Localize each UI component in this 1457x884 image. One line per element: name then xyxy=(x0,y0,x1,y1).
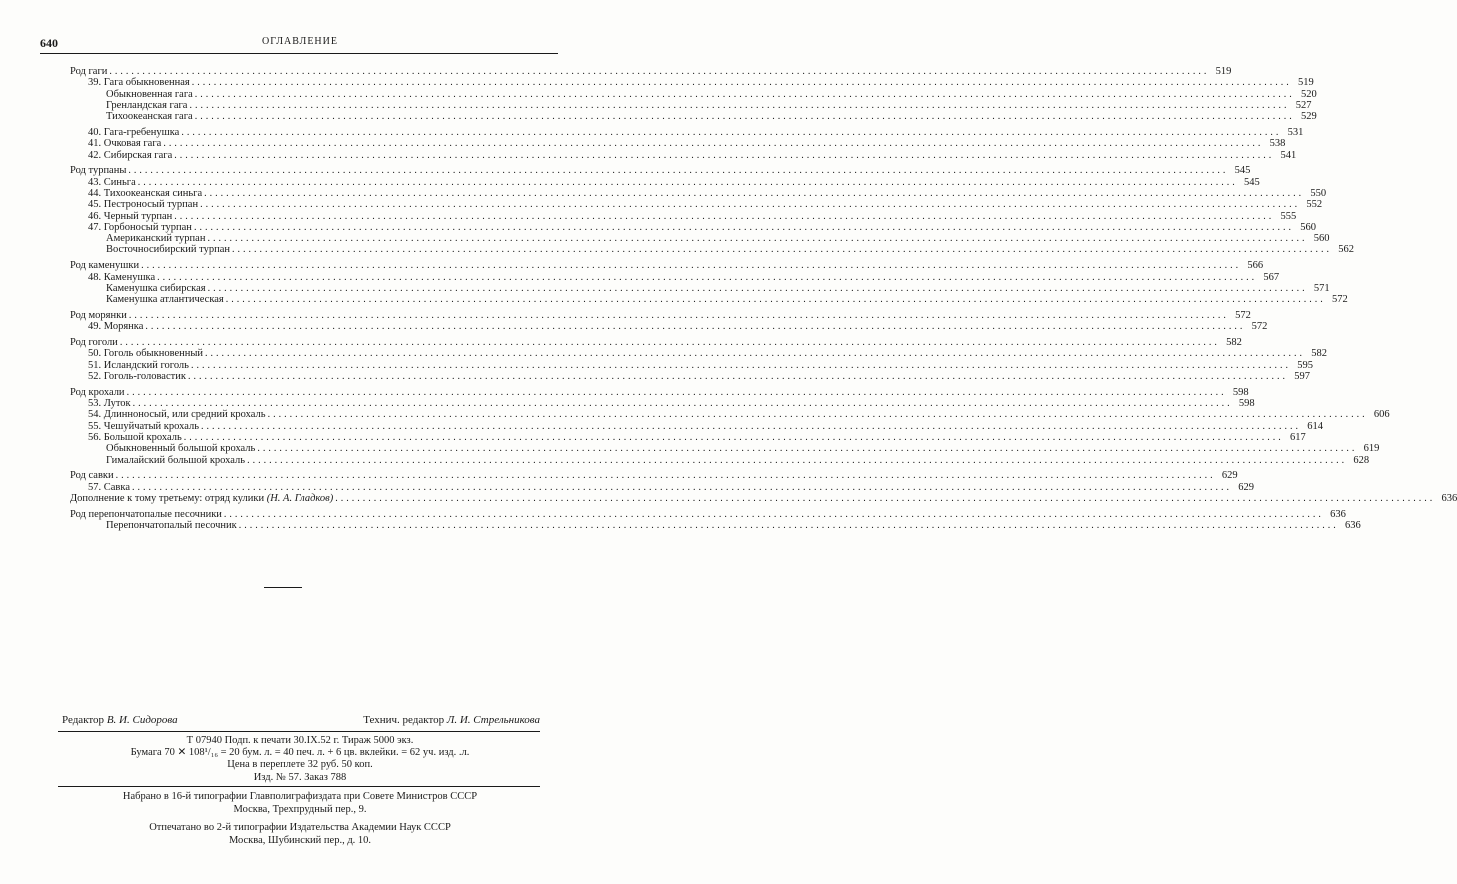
toc-entry-label xyxy=(106,443,255,454)
toc-leader-dots: ........................................................................................................................................................................................................ xyxy=(257,443,1358,455)
toc-leader-dots: ........................................................................................................................................................................................................ xyxy=(145,321,1246,333)
toc-entry-page: 566 xyxy=(1247,260,1264,272)
toc-entry-text: Восточносибирский турпан xyxy=(106,244,230,256)
toc-leader-dots: ........................................................................................................................................................................................................ xyxy=(207,233,1308,245)
imprint-rule-bottom xyxy=(58,786,540,787)
toc-leader-dots: ........................................................................................................................................................................................................ xyxy=(187,370,1288,382)
toc-entry-label xyxy=(106,283,206,294)
toc-entry-page: 538 xyxy=(1269,138,1286,150)
toc-entry-label xyxy=(70,165,126,176)
toc-entry-label xyxy=(70,337,118,348)
toc-leader-dots: ........................................................................................................................................................................................................ xyxy=(194,111,1295,123)
toc-entry-label xyxy=(70,387,125,398)
page-title: ОГЛАВЛЕНИЕ xyxy=(262,36,338,47)
toc-entry-page: 572 xyxy=(1332,294,1348,306)
toc-entry-page: 519 xyxy=(1297,77,1314,89)
toc-entry-text: Род крохали xyxy=(70,386,125,398)
toc-entry xyxy=(62,165,1251,177)
typesetter-line: Набрано в 16-й типографии Главполиграфиздата при Совете Министров СССР xyxy=(122,791,478,802)
toc-entry xyxy=(62,454,1370,466)
toc-entry-page: 636 xyxy=(1344,519,1361,531)
toc-entry-text: 45. Пестроносый турпан xyxy=(88,199,199,211)
toc-entry-text: 40. Гага-гребенушка xyxy=(88,126,180,138)
toc-entry-page: 636 xyxy=(1441,492,1457,504)
toc-leader-dots: ........................................................................................................................................................................................................ xyxy=(231,244,1332,256)
credits xyxy=(62,714,540,728)
toc-entry-text: Гималайский большой крохаль xyxy=(106,454,246,466)
toc-leader-dots: ........................................................................................................................................................................................................ xyxy=(109,66,1210,77)
toc-entry-text: 46. Черный турпан xyxy=(88,210,173,222)
toc-entry-label xyxy=(70,493,333,504)
toc-entry-page: 582 xyxy=(1226,337,1242,349)
toc-entry-label xyxy=(106,244,230,255)
imprint xyxy=(0,735,600,784)
toc-entry xyxy=(62,111,1317,123)
toc-leader-dots: ........................................................................................................................................................................................................ xyxy=(247,454,1348,466)
toc-entry-text: 41. Очковая гага xyxy=(88,138,162,150)
toc-entry xyxy=(62,199,1323,211)
toc-leader-dots: ........................................................................................................................................................................................................ xyxy=(189,99,1290,111)
toc-entry-page: 560 xyxy=(1313,233,1330,245)
toc-entry-label xyxy=(88,321,143,332)
toc-entry-text: Род гаги xyxy=(70,66,108,77)
toc-entry xyxy=(62,370,1310,382)
toc-leader-dots: ........................................................................................................................................................................................................ xyxy=(141,260,1242,272)
toc-entry-text: Род гоголи xyxy=(70,337,118,349)
toc-leader-dots: ........................................................................................................................................................................................................ xyxy=(119,337,1220,349)
toc-entry xyxy=(62,519,1361,531)
toc-leader-dots: ........................................................................................................................................................................................................ xyxy=(163,138,1264,150)
toc-entry xyxy=(62,294,1348,306)
toc-entry-page: 629 xyxy=(1238,481,1254,493)
toc-leader-dots: ........................................................................................................................................................................................................ xyxy=(335,492,1436,504)
toc-entry-page: 555 xyxy=(1280,210,1297,222)
toc-entry xyxy=(62,187,1327,199)
toc-entry-text: 49. Морянка xyxy=(88,321,144,333)
toc-entry xyxy=(62,149,1297,161)
toc-entry xyxy=(62,88,1317,100)
toc-entry-text: 51. Исландский гоголь xyxy=(88,359,189,371)
toc-leader-dots: ........................................................................................................................................................................................................ xyxy=(207,282,1308,294)
toc-entry-text: Род турпаны xyxy=(70,165,127,177)
toc-entry xyxy=(62,409,1390,421)
toc-leader-dots: ........................................................................................................................................................................................................ xyxy=(193,221,1294,233)
toc-entry-label xyxy=(88,199,198,210)
tech-editor-label: Технич. редактор xyxy=(363,714,445,726)
toc-entry-label xyxy=(88,432,182,443)
toc-leader-dots: ........................................................................................................................................................................................................ xyxy=(128,165,1229,177)
toc-entry-page: 598 xyxy=(1238,398,1255,410)
toc-entry-text: 52. Гоголь-головастик xyxy=(88,370,186,382)
toc-entry-page: 519 xyxy=(1215,66,1232,77)
toc-leader-dots: ........................................................................................................................................................................................................ xyxy=(126,386,1227,398)
toc-entry-label xyxy=(88,77,190,88)
toc-entry xyxy=(62,282,1330,294)
toc-entry xyxy=(62,348,1328,360)
toc-entry-text: Американский турпан xyxy=(106,233,206,245)
toc-leader-dots: ........................................................................................................................................................................................................ xyxy=(267,409,1368,421)
toc-entry xyxy=(62,386,1249,398)
toc-entry-label xyxy=(106,520,237,531)
toc-entry-label xyxy=(88,360,189,371)
toc-entry-text: 47. Горбоносый турпан xyxy=(88,221,192,233)
toc-leader-dots: ........................................................................................................................................................................................................ xyxy=(137,176,1238,188)
toc-entry-page: 562 xyxy=(1338,244,1354,256)
imprint-line: Изд. № 57. Заказ 788 xyxy=(253,771,347,783)
toc-leader-dots: ........................................................................................................................................................................................................ xyxy=(174,210,1275,222)
toc-entry-text: Род савки xyxy=(70,470,114,482)
toc-entry-text: Обыкновенная гага xyxy=(106,88,193,100)
toc-entry-page: 520 xyxy=(1301,88,1317,100)
toc-leader-dots: ........................................................................................................................................................................................................ xyxy=(191,77,1292,89)
toc-entry-text: Каменушка сибирская xyxy=(106,282,206,294)
imprint-line: Т 07940 Подп. к печати 30.IX.52 г. Тираж 5000 экз. xyxy=(186,735,414,746)
toc-entry xyxy=(62,420,1323,432)
toc-entry xyxy=(62,77,1314,89)
toc-leader-dots: ........................................................................................................................................................................................................ xyxy=(174,149,1275,161)
imprint-line: Бумага 70 ✕ 108¹/₁₆ = 20 бум. л. = 40 печ. л. + 6 цв. вклейки. = 62 уч. изд. .л. xyxy=(130,747,470,759)
toc-entry-page: 628 xyxy=(1353,454,1370,466)
toc-entry-text: Каменушка атлантическая xyxy=(106,294,224,306)
toc-entry xyxy=(62,126,1304,138)
toc-entry-label xyxy=(70,260,139,271)
toc-leader-dots: ........................................................................................................................................................................................................ xyxy=(128,309,1229,321)
toc-entry-label xyxy=(88,222,192,233)
toc-entry xyxy=(62,492,1457,504)
toc-entry-page: 527 xyxy=(1295,99,1312,111)
toc-entry-page: 582 xyxy=(1311,348,1328,360)
toc-entry-page: 572 xyxy=(1251,321,1268,333)
toc-entry-label xyxy=(88,138,161,149)
table-of-contents xyxy=(62,66,1457,531)
toc-entry-page: 552 xyxy=(1306,199,1323,211)
toc-entry-page: 614 xyxy=(1307,420,1323,432)
toc-leader-dots: ........................................................................................................................................................................................................ xyxy=(183,431,1284,443)
toc-entry-text: 42. Сибирская гага xyxy=(88,149,173,161)
toc-entry-label xyxy=(70,509,222,520)
toc-entry xyxy=(62,309,1251,321)
toc-entry-label xyxy=(106,233,205,244)
toc-entry-page: 572 xyxy=(1235,309,1251,321)
toc-entry-page: 629 xyxy=(1221,470,1238,482)
toc-entry xyxy=(62,443,1380,455)
toc-entry-text: 54. Длинноносый, или средний крохаль xyxy=(88,409,266,421)
toc-entry-text: Род перепончатопалые песочники xyxy=(70,508,222,520)
imprint-rule-top xyxy=(58,731,540,732)
toc-entry-label xyxy=(88,272,155,283)
toc-entry-page: 619 xyxy=(1363,443,1380,455)
typesetter-address: Москва, Трехпрудный пер., 9. xyxy=(233,803,367,815)
header-rule xyxy=(40,53,558,54)
toc-entry-text: 57. Савка xyxy=(88,481,130,493)
toc-entry-page: 636 xyxy=(1330,508,1346,520)
toc-entry-label xyxy=(70,310,127,321)
editor-name: В. И. Сидорова xyxy=(106,714,178,726)
toc-entry-page: 571 xyxy=(1313,282,1330,294)
printer-line: Отпечатано во 2-й типографии Издательства Академии Наук СССР xyxy=(149,822,451,833)
toc-entry-text: 53. Луток xyxy=(88,398,131,410)
toc-leader-dots: ........................................................................................................................................................................................................ xyxy=(131,481,1232,493)
toc-entry-label xyxy=(106,455,245,466)
toc-entry xyxy=(62,481,1254,493)
toc-entry xyxy=(62,138,1286,150)
editor-label: Редактор xyxy=(62,714,105,726)
toc-entry-text: Гренландская гага xyxy=(106,99,188,111)
toc-entry-label xyxy=(88,177,136,188)
toc-entry-text: Тихоокеанская гага xyxy=(106,111,193,123)
toc-entry xyxy=(62,470,1238,482)
toc-entry-label xyxy=(106,89,193,100)
toc-entry-page: 531 xyxy=(1287,126,1304,138)
toc-entry-text: 48. Каменушка xyxy=(88,271,156,283)
toc-leader-dots: ........................................................................................................................................................................................................ xyxy=(115,470,1216,482)
toc-entry-page: 550 xyxy=(1310,187,1327,199)
toc-entry-page: 541 xyxy=(1280,149,1297,161)
toc-entry-label xyxy=(106,100,187,111)
toc-entry-text: 56. Большой крохаль xyxy=(88,431,182,443)
toc-entry xyxy=(62,210,1297,222)
toc-entry-label xyxy=(88,371,186,382)
toc-entry-text: 55. Чешуйчатый крохаль xyxy=(88,420,199,432)
toc-leader-dots: ........................................................................................................................................................................................................ xyxy=(238,519,1339,531)
toc-entry-page: 545 xyxy=(1244,176,1260,188)
toc-entry xyxy=(62,99,1312,111)
toc-entry xyxy=(62,337,1242,349)
toc-leader-dots: ........................................................................................................................................................................................................ xyxy=(225,294,1326,306)
editor-credit xyxy=(62,714,178,726)
toc-entry xyxy=(62,260,1264,272)
toc-entry-text: 43. Синьга xyxy=(88,176,136,188)
toc-entry-label xyxy=(88,188,202,199)
toc-entry-text: Обыкновенный большой крохаль xyxy=(106,443,256,455)
toc-leader-dots: ........................................................................................................................................................................................................ xyxy=(181,126,1282,138)
toc-entry xyxy=(62,271,1280,283)
toc-entry xyxy=(62,431,1306,443)
toc-entry-label xyxy=(88,421,199,432)
toc-entry-page: 617 xyxy=(1289,431,1306,443)
toc-entry-label xyxy=(106,111,193,122)
toc-entry-text: 44. Тихоокеанская синьга xyxy=(88,187,203,199)
toc-entry-page: 598 xyxy=(1232,386,1249,398)
toc-leader-dots: ........................................................................................................................................................................................................ xyxy=(194,88,1295,100)
toc-leader-dots: ........................................................................................................................................................................................................ xyxy=(132,398,1233,410)
page-number: 640 xyxy=(40,36,58,50)
toc-entry-text: Перепончатопалый песочник xyxy=(106,519,237,531)
toc-leader-dots: ........................................................................................................................................................................................................ xyxy=(205,348,1306,360)
toc-entry-label xyxy=(88,127,179,138)
toc-entry-page: 567 xyxy=(1263,271,1280,283)
toc-entry-page: 560 xyxy=(1300,221,1316,233)
toc-entry-label xyxy=(106,294,224,305)
toc-entry xyxy=(62,398,1255,410)
toc-entry-label xyxy=(88,348,203,359)
toc-entry xyxy=(62,176,1260,188)
toc-entry-label xyxy=(88,482,130,493)
toc-leader-dots: ........................................................................................................................................................................................................ xyxy=(204,187,1305,199)
imprint-line: Цена в переплете 32 руб. 50 коп. xyxy=(227,759,373,771)
toc-entry xyxy=(62,66,1232,77)
toc-entry-page: 597 xyxy=(1294,370,1310,382)
toc-entry-label xyxy=(88,398,131,409)
toc-entry-text: Род морянки xyxy=(70,309,127,321)
toc-entry-text: Род каменушки xyxy=(70,260,140,272)
toc-entry-text: 39. Гага обыкновенная xyxy=(88,77,190,89)
toc-leader-dots: ........................................................................................................................................................................................................ xyxy=(200,420,1301,432)
toc-entry-author: (Н. А. Гладков) xyxy=(266,492,334,504)
toc-entry-label xyxy=(88,409,266,420)
toc-entry xyxy=(62,321,1268,333)
toc-entry-page: 529 xyxy=(1300,111,1317,123)
page-header xyxy=(0,36,600,52)
toc-entry xyxy=(62,233,1330,245)
toc-entry-page: 606 xyxy=(1373,409,1390,421)
toc-leader-dots: ........................................................................................................................................................................................................ xyxy=(157,271,1258,283)
section-separator xyxy=(264,587,302,588)
toc-entry-text: 50. Гоголь обыкновенный xyxy=(88,348,204,360)
toc-entry-label xyxy=(70,470,114,481)
toc-entry xyxy=(62,508,1346,520)
tech-editor-name: Л. И. Стрельникова xyxy=(446,714,540,726)
toc-entry xyxy=(62,221,1316,233)
toc-entry xyxy=(62,244,1354,256)
toc-entry-text: Дополнение к тому третьему: отряд кулики xyxy=(70,492,265,504)
printer-address: Москва, Шубинский пер., д. 10. xyxy=(228,834,372,846)
tech-editor-credit xyxy=(363,714,540,726)
toc-entry-label xyxy=(88,211,172,222)
toc-entry-label xyxy=(70,66,107,77)
toc-entry-label xyxy=(88,150,172,161)
toc-entry-page: 595 xyxy=(1297,359,1313,371)
toc-leader-dots: ........................................................................................................................................................................................................ xyxy=(190,359,1291,371)
printer-info xyxy=(0,791,600,847)
toc-entry xyxy=(62,359,1313,371)
toc-leader-dots: ........................................................................................................................................................................................................ xyxy=(200,199,1301,211)
toc-entry-page: 545 xyxy=(1234,165,1251,177)
toc-leader-dots: ........................................................................................................................................................................................................ xyxy=(223,508,1324,520)
